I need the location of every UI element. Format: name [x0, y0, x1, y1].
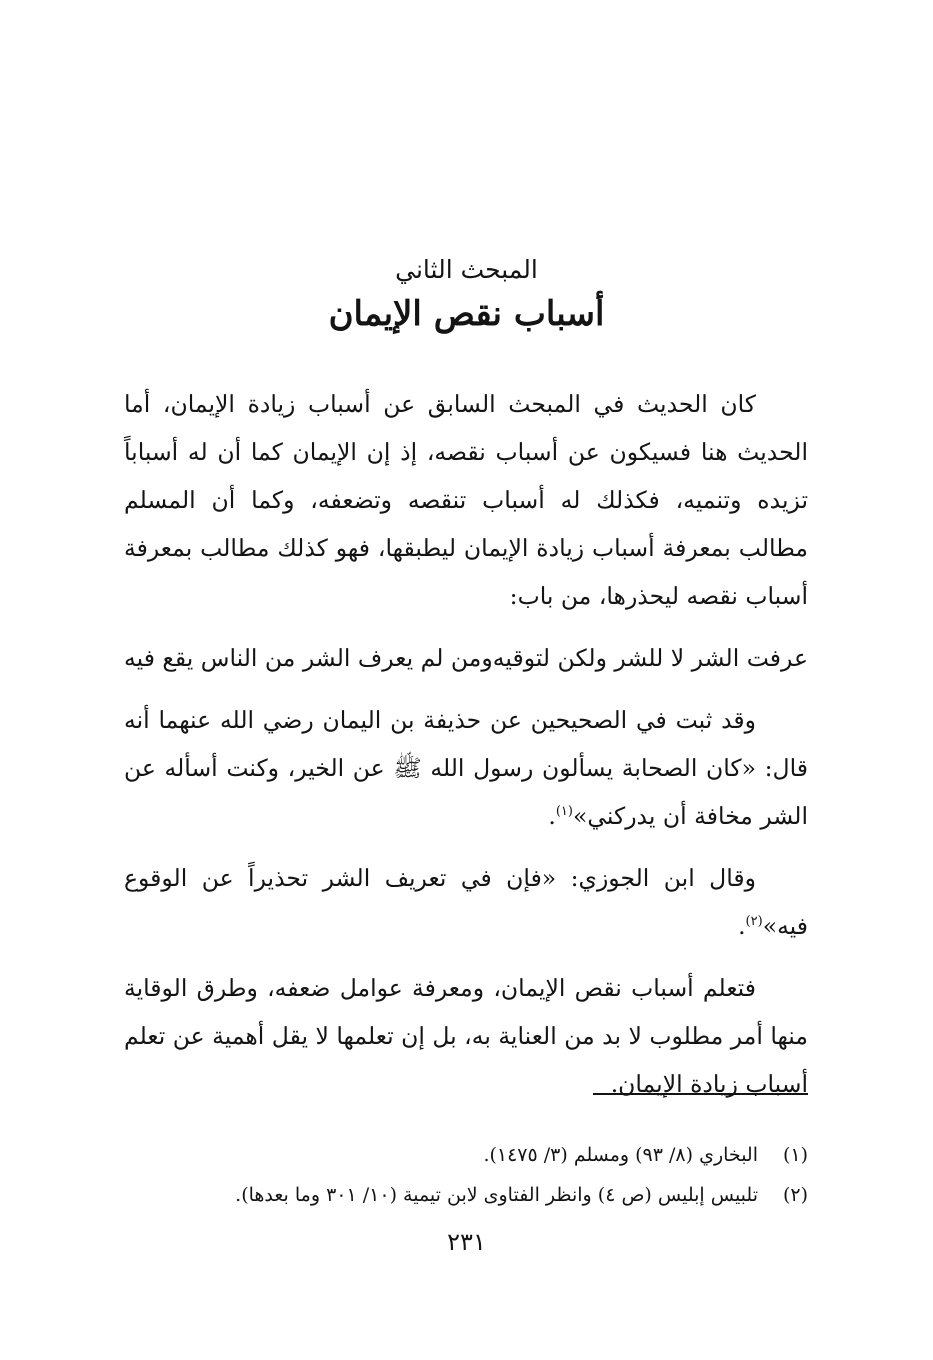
section-title: أسباب نقص الإيمان: [328, 294, 605, 334]
paragraph-intro: كان الحديث في المبحث السابق عن أسباب زيادة الإيمان، أما الحديث هنا فسيكون عن أسباب نقصه، إذ إن الإيمان كما أن له أسباباً تزيده وتنميه، فكذلك له أسباب تنقصه وتضعفه، وكما أن المسلم مطالب بمعرفة أسباب زيادة الإيمان ليطبقها، فهو كذلك مطالب بمعرفة أسباب نقصه ليحذرها، من باب:: [124, 390, 808, 610]
section-label: المبحث الثاني: [395, 255, 538, 284]
page-number: ٢٣١: [447, 1228, 486, 1256]
footnotes: [118, 1135, 808, 1215]
verse-first-hemistich: عرفت الشر لا للشر ولكن لتوقيه: [492, 644, 808, 672]
hadith-text: وقد ثبت في الصحيحين عن حذيفة بن اليمان رضي الله عنهما أنه قال: «كان الصحابة يسألون رسول الله ﷺ عن الخير، وكنت أسأله عن الشر مخافة أن يدركني»: [124, 706, 808, 830]
footnote-text: البخاري (٨/ ٩٣) ومسلم (٣/ ١٤٧٥).: [483, 1144, 758, 1166]
footnote-2: [118, 1175, 808, 1215]
paragraph-conclusion: فتعلم أسباب نقص الإيمان، ومعرفة عوامل ضعفه، وطرق الوقاية منها أمر مطلوب لا بد من العناية به، بل إن تعلمها لا يقل أهمية عن تعلم أسباب زيادة الإيمان.: [123, 974, 808, 1098]
section-heading: [0, 250, 933, 338]
paragraph-ibn-jawzi: وقال ابن الجوزي: «فإن في تعريف الشر تحذيراً عن الوقوع فيه»$^{(٢)}$.: [124, 864, 808, 940]
footnote-number: (١): [782, 1144, 808, 1166]
verse-second-hemistich: ومن لم يعرف الشر من الناس يقع فيه: [124, 644, 493, 672]
footnote-ref-2: (٢): [745, 914, 763, 930]
paragraph-hadith: وقد ثبت في الصحيحين عن حذيفة بن اليمان رضي الله عنهما أنه قال: «كان الصحابة يسألون رسول الله ﷺ عن الخير، وكنت أسأله عن الشر مخافة أن يدركني»$^{(١)}$.: [124, 706, 808, 830]
body-text: [124, 380, 808, 1122]
footnote-ref-1: (١): [555, 804, 573, 820]
poetry-verse: [124, 634, 808, 682]
footnote-number: (٢): [782, 1184, 808, 1206]
footnote-1: [118, 1135, 808, 1175]
footnote-divider: [593, 1093, 808, 1095]
ibn-jawzi-quote: وقال ابن الجوزي: «فإن في تعريف الشر تحذيراً عن الوقوع فيه»: [124, 864, 808, 940]
footnote-text: تلبيس إبليس (ص ٤) وانظر الفتاوى لابن تيمية (١٠/ ٣٠١ وما بعدها).: [235, 1184, 758, 1206]
